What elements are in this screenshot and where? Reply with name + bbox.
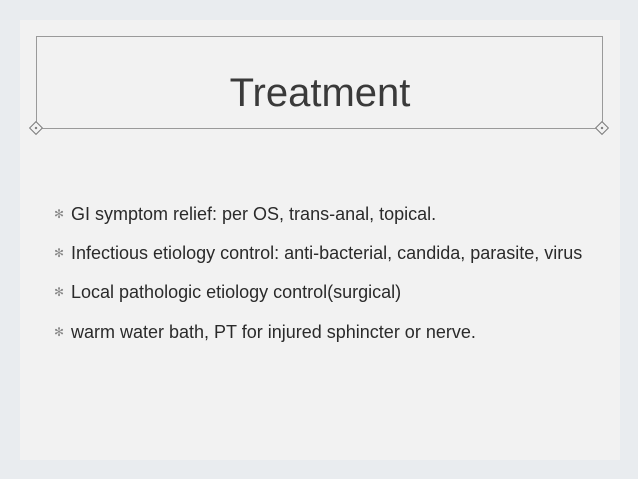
title-frame-bottom-line [36, 128, 602, 129]
bullet-text: Infectious etiology control: anti-bacterial, candida, parasite, virus [71, 243, 583, 263]
asterisk-bullet-icon: ✻ [54, 246, 65, 260]
bullet-item [54, 281, 594, 303]
asterisk-bullet-icon: ✻ [54, 285, 65, 299]
bullet-text: GI symptom relief: per OS, trans-anal, topical. [71, 204, 437, 224]
asterisk-bullet-icon: ✻ [54, 207, 65, 221]
title-frame-top-line [36, 36, 602, 37]
bullet-text: warm water bath, PT for injured sphincter or nerve. [71, 322, 476, 342]
slide [20, 20, 620, 460]
asterisk-bullet-icon: ✻ [54, 325, 65, 339]
left-diamond-ornament-icon [29, 121, 43, 135]
bullet-item [54, 321, 594, 343]
slide-title: Treatment [229, 71, 411, 115]
bullet-list [54, 203, 594, 360]
bullet-text: Local pathologic etiology control(surgical) [71, 282, 402, 302]
right-diamond-ornament-icon [595, 121, 609, 135]
bullet-item [54, 242, 594, 264]
bullet-item [54, 203, 594, 225]
